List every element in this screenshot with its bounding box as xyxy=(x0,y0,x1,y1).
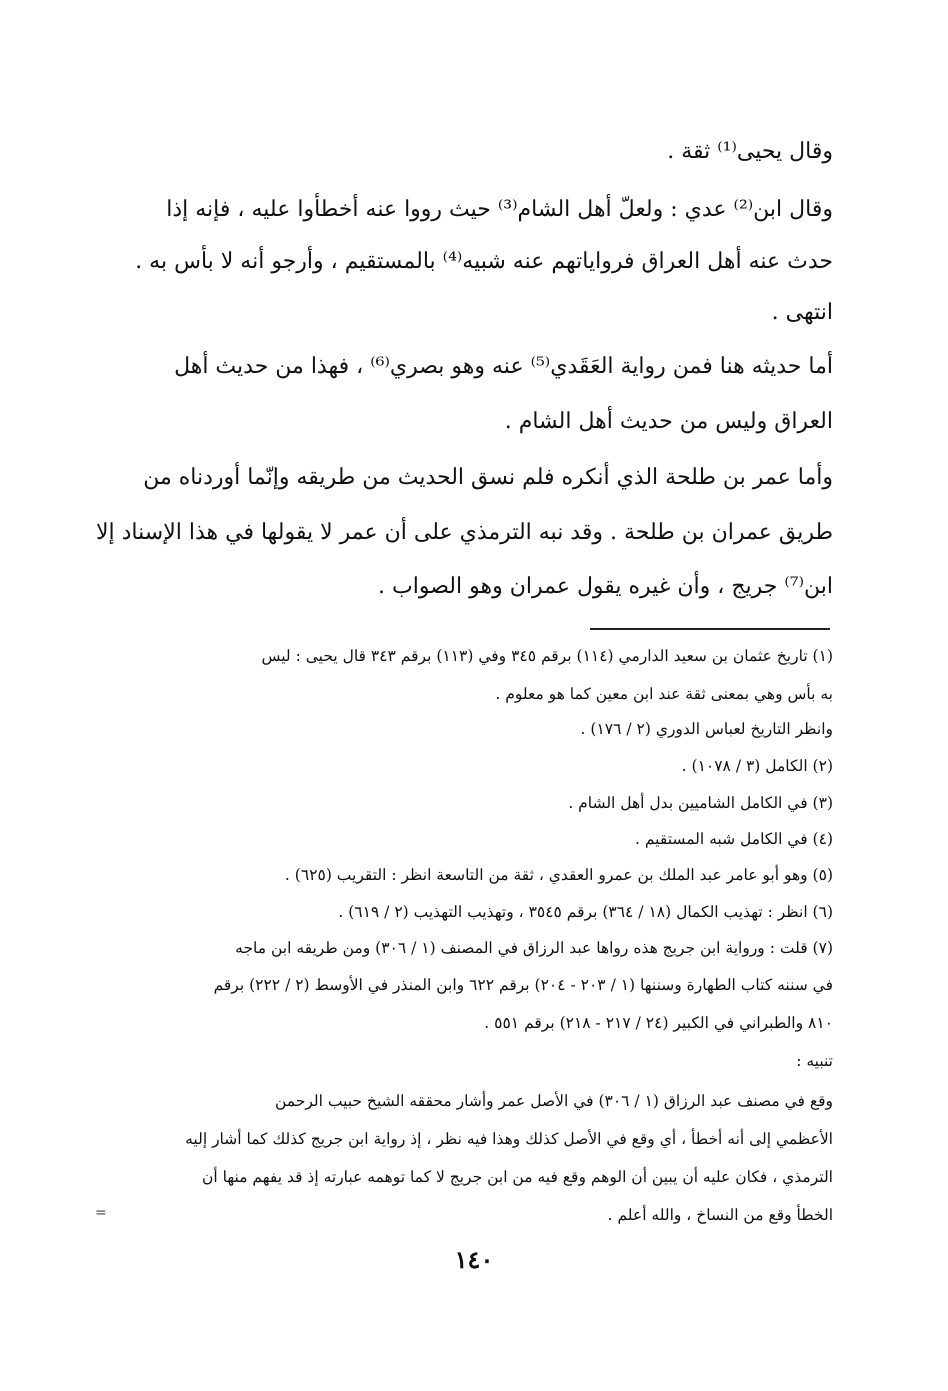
main-line-2: وقال ابن⁽²⁾ عدي : ولعلّ أهل الشام⁽³⁾ حيث رووا عنه أخطأوا عليه ، فإنه إذا xyxy=(166,197,833,222)
main-line-5: أما حديثه هنا فمن رواية العَقَدي⁽⁵⁾ عنه وهو بصري⁽⁶⁾ ، فهذا من حديث أهل xyxy=(174,354,833,379)
footnote-line-5: (٣) في الكامل الشاميين بدل أهل الشام . xyxy=(568,794,833,812)
footnote-line-12: تنبيه : xyxy=(796,1052,833,1070)
footnote-separator xyxy=(590,628,830,630)
footnote-line-8: (٦) انظر : تهذيب الكمال (١٨ / ٣٦٤) برقم ٣٥٤٥ ، وتهذيب التهذيب (٢ / ٦١٩) . xyxy=(338,903,833,921)
footnote-line-6: (٤) في الكامل شبه المستقيم . xyxy=(635,830,833,848)
footnote-line-13: وقع في مصنف عبد الرزاق (١ / ٣٠٦) في الأصل عمر وأشار محققه الشيخ حبيب الرحمن xyxy=(275,1092,833,1110)
main-line-4: انتهى . xyxy=(771,300,833,325)
main-line-7: وأما عمر بن طلحة الذي أنكره فلم نسق الحديث من طريقه وإنّما أوردناه من xyxy=(143,465,833,490)
main-line-6: العراق وليس من حديث أهل الشام . xyxy=(504,409,833,434)
main-line-3: حدث عنه أهل العراق فرواياتهم عنه شبيه⁽⁴⁾ بالمستقيم ، وأرجو أنه لا بأس به . xyxy=(135,249,833,274)
main-line-9: ابن⁽⁷⁾ جريج ، وأن غيره يقول عمران وهو الصواب . xyxy=(378,574,833,599)
main-line-8: طريق عمران بن طلحة . وقد نبه الترمذي على أن عمر لا يقولها في هذا الإسناد إلا xyxy=(95,520,833,545)
footnote-line-15: الترمذي ، فكان عليه أن يبين أن الوهم وقع فيه من ابن جريج لا كما توهمه عبارته إذ قد يفهم منها أن xyxy=(202,1168,833,1186)
margin-mark: = xyxy=(95,1205,107,1221)
footnote-line-4: (٢) الكامل (٣ / ١٠٧٨) . xyxy=(681,757,833,775)
footnote-line-9: (٧) قلت : ورواية ابن جريج هذه رواها عبد الرزاق في المصنف (١ / ٣٠٦) ومن طريقه ابن ماجه xyxy=(235,939,833,957)
footnote-line-10: في سننه كتاب الطهارة وسننها (١ / ٢٠٣ - ٢٠٤) برقم ٦٢٢ وابن المنذر في الأوسط (٢ / ٢٢٢) برقم xyxy=(213,976,833,994)
footnote-line-2: به بأس وهي بمعنى ثقة عند ابن معين كما هو معلوم . xyxy=(495,685,833,703)
footnote-line-14: الأعظمي إلى أنه أخطأ ، أي وقع في الأصل كذلك وهذا فيه نظر ، إذ رواية ابن جريج كذلك كما أشار إليه xyxy=(185,1130,833,1148)
footnote-line-1: (١) تاريخ عثمان بن سعيد الدارمي (١١٤) برقم ٣٤٥ وفي (١١٣) برقم ٣٤٣ قال يحيى : ليس xyxy=(261,647,833,665)
footnote-line-7: (٥) وهو أبو عامر عبد الملك بن عمرو العقدي ، ثقة من التاسعة انظر : التقريب (٦٢٥) . xyxy=(284,866,833,884)
main-line-1: وقال يحيى⁽¹⁾ ثقة . xyxy=(667,139,833,164)
footnote-line-3: وانظر التاريخ لعباس الدوري (٢ / ١٧٦) . xyxy=(580,720,833,738)
footnote-line-16: الخطأ وقع من النساخ ، والله أعلم . xyxy=(607,1206,833,1224)
page-number: ١٤٠ xyxy=(454,1245,494,1274)
footnote-line-11: ٨١٠ والطبراني في الكبير (٢٤ / ٢١٧ - ٢١٨) برقم ٥٥١ . xyxy=(484,1014,833,1032)
